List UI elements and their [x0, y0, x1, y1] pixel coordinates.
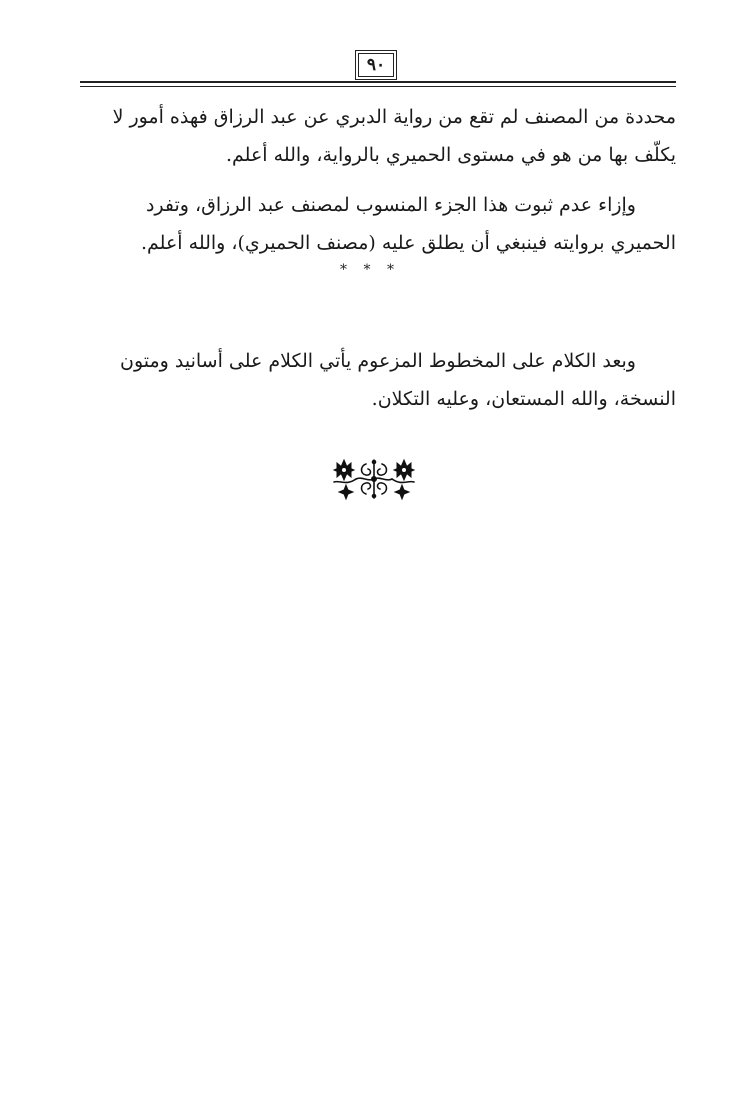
paragraph-2-line-2: الحميري بروايته فينبغي أن يطلق عليه (مصنف الحميري)، والله أعلم.: [141, 232, 676, 254]
paragraph-1-line-1: محددة من المصنف لم تقع من رواية الدبري عن عبد الرزاق فهذه أمور لا: [112, 106, 676, 128]
paragraph-1-line-2: يكلّف بها من هو في مستوى الحميري بالرواية، والله أعلم.: [226, 144, 676, 166]
paragraph-1: [80, 98, 676, 174]
header-rule-thin: [80, 86, 676, 87]
page-number: ٩٠: [358, 53, 394, 77]
paragraph-2-line-1: وإزاء عدم ثبوت هذا الجزء المنسوب لمصنف عبد الرزاق، وتفرد: [145, 194, 636, 216]
paragraph-2: [80, 186, 676, 262]
header-rule-thick: [80, 81, 676, 83]
floral-ornament-icon: [326, 456, 422, 502]
page-number-box: [355, 50, 397, 80]
paragraph-3-line-2: النسخة، والله المستعان، وعليه التكلان.: [371, 388, 676, 410]
paragraph-3: [80, 342, 676, 418]
section-divider: * * *: [340, 262, 400, 278]
paragraph-3-line-1: وبعد الكلام على المخطوط المزعوم يأتي الكلام على أسانيد ومتون: [120, 350, 636, 372]
